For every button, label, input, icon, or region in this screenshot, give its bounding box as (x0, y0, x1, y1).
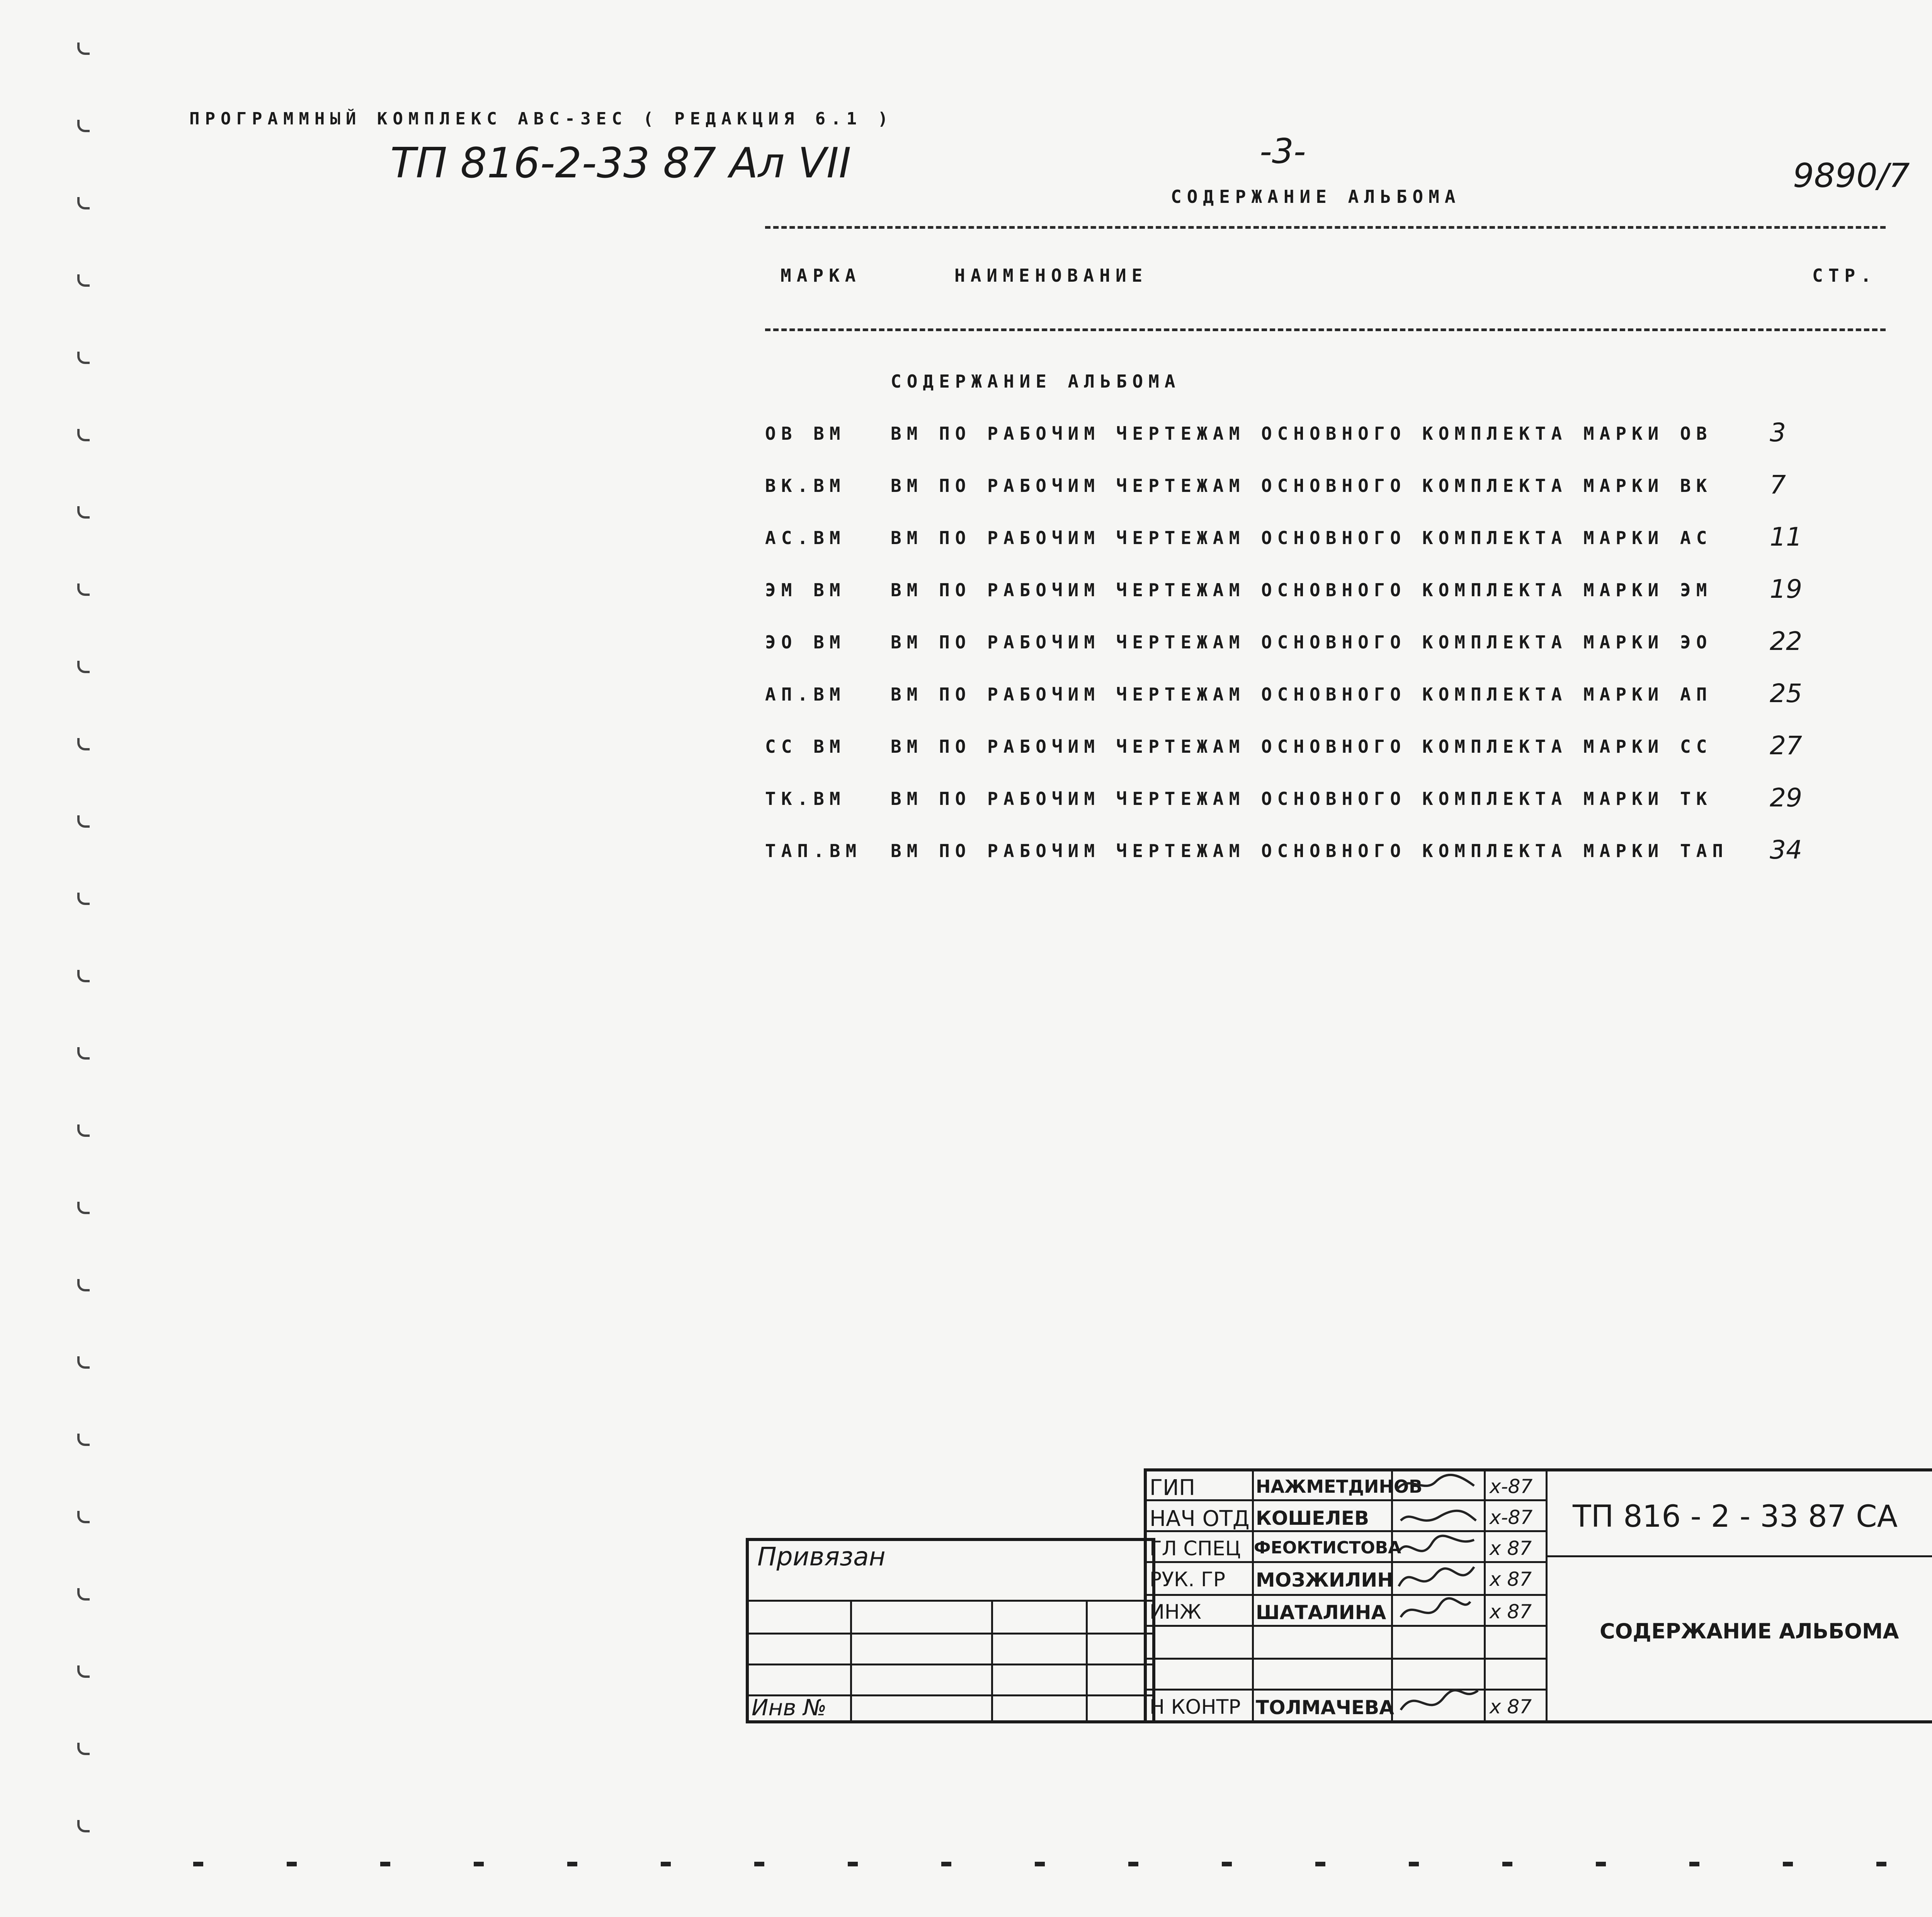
toc-row (765, 679, 1847, 715)
role-date: х-87 (1490, 1475, 1533, 1498)
perforation-mark (77, 43, 90, 55)
bottom-dash (1502, 1862, 1512, 1866)
section-title: СОДЕРЖАНИЕ АЛЬБОМА (891, 371, 1181, 392)
bottom-dash (1783, 1862, 1793, 1866)
header-divider (765, 328, 1886, 331)
toc-page: 11 (1770, 522, 1802, 552)
perforation-mark (77, 893, 90, 905)
perforation-mark (77, 1047, 90, 1060)
stamp-line (1144, 1561, 1546, 1563)
role-date: х 87 (1490, 1696, 1532, 1718)
perforation-mark (77, 661, 90, 673)
toc-name: ВМ ПО РАБОЧИМ ЧЕРТЕЖАМ ОСНОВНОГО КОМПЛЕКТА МАРКИ ОВ (891, 423, 1713, 444)
toc-row (765, 470, 1847, 506)
stamp-line (1144, 1625, 1546, 1627)
role-label: НАЧ ОТД (1150, 1506, 1250, 1531)
binding-line (746, 1600, 1155, 1602)
toc-mark: АП.ВМ (765, 684, 846, 705)
toc-mark: ОВ ВМ (765, 423, 846, 444)
perforation-mark (77, 1202, 90, 1214)
bottom-dash (1315, 1862, 1325, 1866)
role-date: х 87 (1490, 1601, 1532, 1623)
toc-row (765, 574, 1847, 611)
stamp-line (1252, 1468, 1254, 1723)
bottom-dash (474, 1862, 484, 1866)
perforation-mark (77, 1743, 90, 1755)
bottom-dash (848, 1862, 858, 1866)
role-name: ТОЛМАЧЕВА (1256, 1696, 1394, 1719)
perforation-mark (77, 970, 90, 982)
perforation-mark (77, 197, 90, 209)
perforation-mark (77, 1434, 90, 1446)
binding-label: Привязан (757, 1542, 886, 1572)
toc-page: 34 (1770, 835, 1802, 865)
role-label: Н КОНТР (1150, 1696, 1241, 1719)
toc-page: 7 (1770, 470, 1786, 500)
toc-page: 27 (1770, 731, 1802, 760)
toc-mark: ЭМ ВМ (765, 580, 846, 600)
bottom-dash (1035, 1862, 1045, 1866)
stamp-doc-code: ТП 816 - 2 - 33 87 СА (1573, 1499, 1898, 1534)
toc-name: ВМ ПО РАБОЧИМ ЧЕРТЕЖАМ ОСНОВНОГО КОМПЛЕКТА МАРКИ ЭО (891, 632, 1713, 653)
binding-line (850, 1600, 852, 1723)
column-header-page: СТР. (1812, 265, 1877, 286)
toc-name: ВМ ПО РАБОЧИМ ЧЕРТЕЖАМ ОСНОВНОГО КОМПЛЕКТА МАРКИ АС (891, 527, 1713, 548)
toc-page: 22 (1770, 626, 1802, 656)
perforation-mark (77, 120, 90, 132)
role-date: х 87 (1490, 1568, 1532, 1590)
toc-name: ВМ ПО РАБОЧИМ ЧЕРТЕЖАМ ОСНОВНОГО КОМПЛЕКТА МАРКИ ЭМ (891, 580, 1713, 600)
column-header-name: НАИМЕНОВАНИЕ (954, 265, 1148, 286)
toc-name: ВМ ПО РАБОЧИМ ЧЕРТЕЖАМ ОСНОВНОГО КОМПЛЕКТА МАРКИ ВК (891, 475, 1713, 496)
bottom-dash (1876, 1862, 1886, 1866)
toc-mark: ТАП.ВМ (765, 840, 862, 861)
role-name: КОШЕЛЕВ (1256, 1507, 1369, 1529)
page-number: -3- (1260, 131, 1306, 171)
bottom-dash (193, 1862, 203, 1866)
toc-row (765, 522, 1847, 558)
toc-page: 3 (1770, 418, 1786, 447)
role-name: ФЕОКТИСТОВА (1254, 1538, 1401, 1558)
perforation-mark (77, 1279, 90, 1291)
perforation-mark (77, 583, 90, 596)
bottom-dash (287, 1862, 297, 1866)
inventory-number: 9890/7 (1793, 156, 1910, 195)
signatures-graphic (1393, 1470, 1482, 1721)
perforation-mark (77, 1665, 90, 1678)
stamp-line (1484, 1468, 1486, 1723)
toc-row (765, 731, 1847, 767)
column-header-mark: МАРКА (781, 265, 861, 286)
perforation-mark (77, 1124, 90, 1137)
bottom-dash (661, 1862, 671, 1866)
binding-line (746, 1664, 1155, 1665)
stamp-line (1546, 1468, 1548, 1723)
bottom-dash (1222, 1862, 1232, 1866)
perforation-mark (77, 815, 90, 828)
toc-name: ВМ ПО РАБОЧИМ ЧЕРТЕЖАМ ОСНОВНОГО КОМПЛЕКТА МАРКИ АП (891, 684, 1713, 705)
perforation-mark (77, 1820, 90, 1832)
toc-row (765, 626, 1847, 663)
binding-line (746, 1633, 1155, 1635)
bottom-dash (941, 1862, 951, 1866)
bottom-dash (380, 1862, 390, 1866)
perforation-mark (77, 274, 90, 287)
program-header: ПРОГРАММНЫЙ КОМПЛЕКС АВС-ЗЕС ( РЕДАКЦИЯ 6.1 ) (189, 109, 894, 129)
stamp-doc-title: СОДЕРЖАНИЕ АЛЬБОМА (1600, 1619, 1899, 1643)
toc-name: ВМ ПО РАБОЧИМ ЧЕРТЕЖАМ ОСНОВНОГО КОМПЛЕКТА МАРКИ ТАП (891, 840, 1729, 861)
toc-row (765, 835, 1847, 871)
perforation-mark (77, 738, 90, 750)
role-label: РУК. ГР (1150, 1568, 1226, 1591)
toc-mark: ТК.ВМ (765, 788, 846, 809)
binding-line (991, 1600, 993, 1723)
toc-mark: ВК.ВМ (765, 475, 846, 496)
handwritten-doc-code: ТП 816-2-33 87 Ал VII (390, 139, 851, 187)
album-title: СОДЕРЖАНИЕ АЛЬБОМА (1171, 186, 1461, 207)
stamp-line (1144, 1689, 1546, 1691)
stamp-line (1144, 1499, 1546, 1501)
stamp-line (1546, 1555, 1932, 1557)
perforation-mark (77, 429, 90, 441)
role-name: НАЖМЕТДИНОВ (1256, 1476, 1423, 1497)
bottom-dash (1689, 1862, 1699, 1866)
role-label: ИНЖ (1150, 1601, 1202, 1624)
bottom-dash (567, 1862, 577, 1866)
toc-row (765, 783, 1847, 819)
toc-name: ВМ ПО РАБОЧИМ ЧЕРТЕЖАМ ОСНОВНОГО КОМПЛЕКТА МАРКИ СС (891, 736, 1713, 757)
stamp-line (1144, 1594, 1546, 1596)
top-divider (765, 226, 1886, 229)
role-name: МОЗЖИЛИН (1256, 1569, 1394, 1591)
role-label: ГИП (1150, 1475, 1196, 1500)
role-label: ГЛ СПЕЦ (1150, 1537, 1241, 1560)
bottom-dash (754, 1862, 764, 1866)
toc-page: 25 (1770, 679, 1802, 708)
role-date: х 87 (1490, 1537, 1532, 1560)
perforation-mark (77, 352, 90, 364)
toc-name: ВМ ПО РАБОЧИМ ЧЕРТЕЖАМ ОСНОВНОГО КОМПЛЕКТА МАРКИ ТК (891, 788, 1713, 809)
bottom-dash (1596, 1862, 1606, 1866)
perforation-mark (77, 1588, 90, 1601)
role-date: х-87 (1490, 1506, 1533, 1529)
bottom-dash (1409, 1862, 1419, 1866)
stamp-line (1144, 1658, 1546, 1660)
toc-mark: ЭО ВМ (765, 632, 846, 653)
role-name: ШАТАЛИНА (1256, 1601, 1386, 1624)
bottom-dash (1128, 1862, 1138, 1866)
toc-mark: АС.ВМ (765, 527, 846, 548)
perforation-mark (77, 1511, 90, 1523)
perforation-mark (77, 1356, 90, 1369)
toc-page: 19 (1770, 574, 1802, 604)
perforation-mark (77, 506, 90, 519)
inv-no-label: Инв № (752, 1694, 827, 1721)
toc-page: 29 (1770, 783, 1802, 813)
toc-row (765, 418, 1847, 454)
binding-line (1086, 1600, 1088, 1723)
toc-mark: СС ВМ (765, 736, 846, 757)
